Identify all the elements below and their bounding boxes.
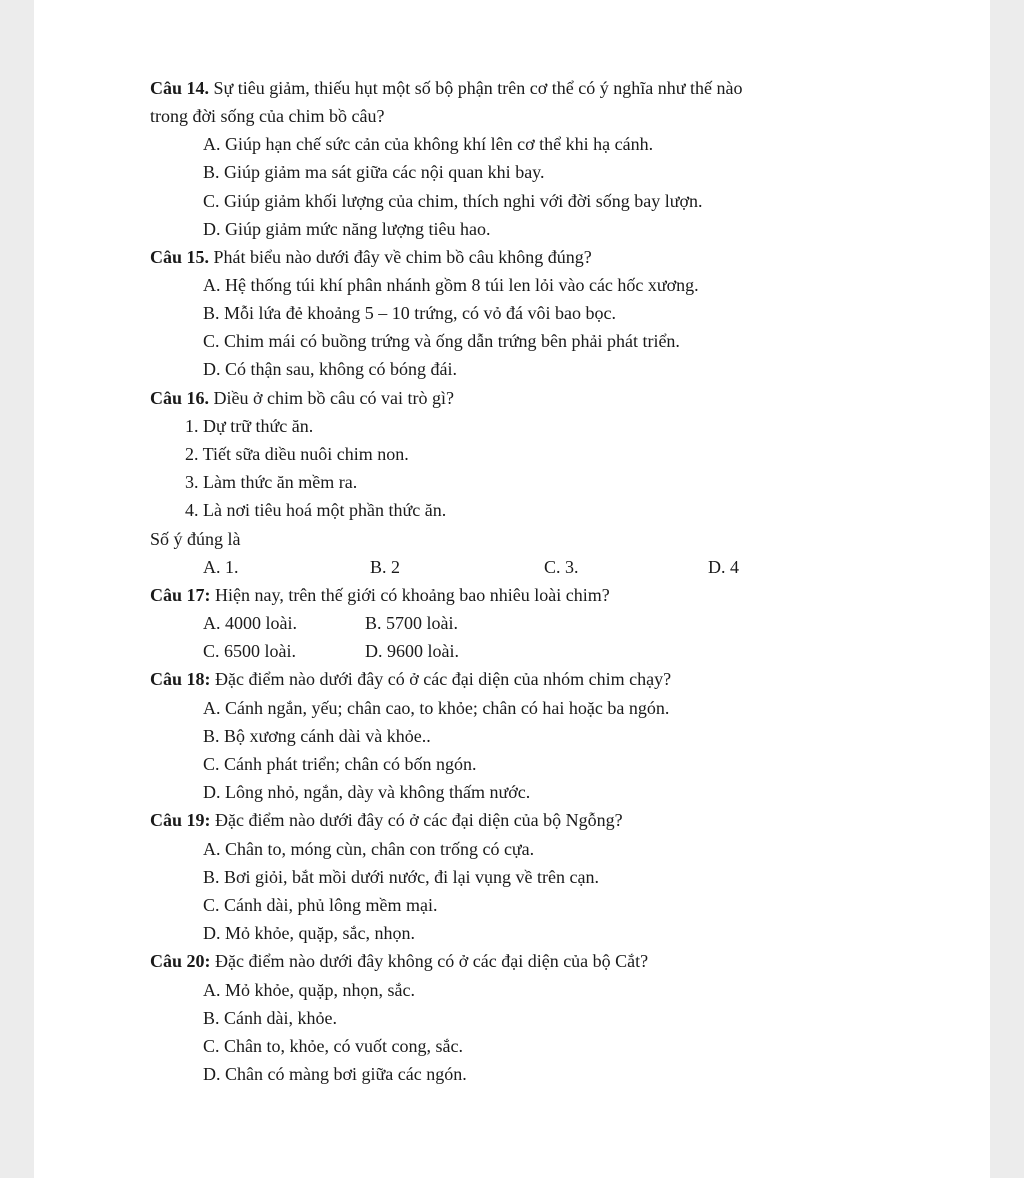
question-number: Câu 17: (150, 585, 211, 605)
question-number: Câu 19: (150, 810, 211, 830)
answer-option: B. Bộ xương cánh dài và khỏe.. (203, 726, 431, 746)
answer-option: D. Có thận sau, không có bóng đái. (203, 359, 457, 379)
statement-item: 2. Tiết sữa diều nuôi chim non. (185, 444, 409, 464)
answer-option: C. Giúp giảm khối lượng của chim, thích nghi với đời sống bay lượn. (203, 191, 703, 211)
question-text: Phát biểu nào dưới đây về chim bồ câu không đúng? (209, 247, 592, 267)
answer-option: D. Mỏ khỏe, quặp, sắc, nhọn. (203, 923, 415, 943)
answer-option: A. Chân to, móng cùn, chân con trống có cựa. (203, 839, 535, 859)
answer-option: B. 5700 loài. (365, 613, 458, 633)
question-number: Câu 20: (150, 951, 211, 971)
answer-option: A. Giúp hạn chế sức cản của không khí lên cơ thể khi hạ cánh. (203, 134, 654, 154)
answer-option: A. 1. (203, 557, 239, 577)
question-text: Đặc điểm nào dưới đây có ở các đại diện của bộ Ngỗng? (210, 810, 623, 830)
answer-option: D. 4 (708, 557, 739, 577)
question-number: Câu 18: (150, 669, 211, 689)
answer-option: C. 6500 loài. (203, 641, 296, 661)
question-14-stem-cont: trong đời sống của chim bồ câu? (150, 106, 385, 126)
question-text: Đặc điểm nào dưới đây có ở các đại diện của nhóm chim chạy? (210, 669, 672, 689)
question-text: Sự tiêu giảm, thiếu hụt một số bộ phận trên cơ thể có ý nghĩa như thế nào (209, 78, 743, 98)
question-number: Câu 14. (150, 78, 210, 98)
answer-option: B. 2 (370, 557, 401, 577)
answer-option: C. 3. (544, 557, 579, 577)
answer-option: B. Bơi giỏi, bắt mồi dưới nước, đi lại vụng về trên cạn. (203, 867, 600, 887)
answer-option: D. Giúp giảm mức năng lượng tiêu hao. (203, 219, 491, 239)
question-text: Hiện nay, trên thế giới có khoảng bao nhiêu loài chim? (210, 585, 610, 605)
answer-option: A. Cánh ngắn, yếu; chân cao, to khỏe; chân có hai hoặc ba ngón. (203, 698, 670, 718)
answer-option: D. Chân có màng bơi giữa các ngón. (203, 1064, 467, 1084)
question-text: Diều ở chim bồ câu có vai trò gì? (209, 388, 454, 408)
question-text: Đặc điểm nào dưới đây không có ở các đại diện của bộ Cắt? (210, 951, 649, 971)
answer-option: D. Lông nhỏ, ngắn, dày và không thấm nước. (203, 782, 531, 802)
answer-option: B. Mỗi lứa đẻ khoảng 5 – 10 trứng, có vỏ đá vôi bao bọc. (203, 303, 616, 323)
question-15-stem (150, 244, 592, 270)
document-page (34, 0, 990, 1178)
question-17-stem (150, 582, 610, 608)
question-14-stem (150, 75, 742, 101)
answer-option: C. Cánh phát triển; chân có bốn ngón. (203, 754, 477, 774)
statement-item: 3. Làm thức ăn mềm ra. (185, 472, 358, 492)
answer-option: C. Cánh dài, phủ lông mềm mại. (203, 895, 438, 915)
question-20-stem (150, 948, 648, 974)
question-number: Câu 15. (150, 247, 210, 267)
answer-option: B. Cánh dài, khỏe. (203, 1008, 337, 1028)
question-16-stem (150, 385, 454, 411)
question-18-stem (150, 666, 671, 692)
answer-option: D. 9600 loài. (365, 641, 459, 661)
question-16-prompt: Số ý đúng là (150, 529, 241, 549)
answer-option: A. 4000 loài. (203, 613, 297, 633)
answer-option: B. Giúp giảm ma sát giữa các nội quan khi bay. (203, 162, 545, 182)
statement-item: 1. Dự trữ thức ăn. (185, 416, 314, 436)
question-number: Câu 16. (150, 388, 210, 408)
statement-item: 4. Là nơi tiêu hoá một phần thức ăn. (185, 500, 447, 520)
question-19-stem (150, 807, 623, 833)
answer-option: A. Hệ thống túi khí phân nhánh gồm 8 túi len lỏi vào các hốc xương. (203, 275, 699, 295)
answer-option: A. Mỏ khỏe, quặp, nhọn, sắc. (203, 980, 415, 1000)
answer-option: C. Chân to, khỏe, có vuốt cong, sắc. (203, 1036, 463, 1056)
answer-option: C. Chim mái có buồng trứng và ống dẫn trứng bên phải phát triển. (203, 331, 680, 351)
